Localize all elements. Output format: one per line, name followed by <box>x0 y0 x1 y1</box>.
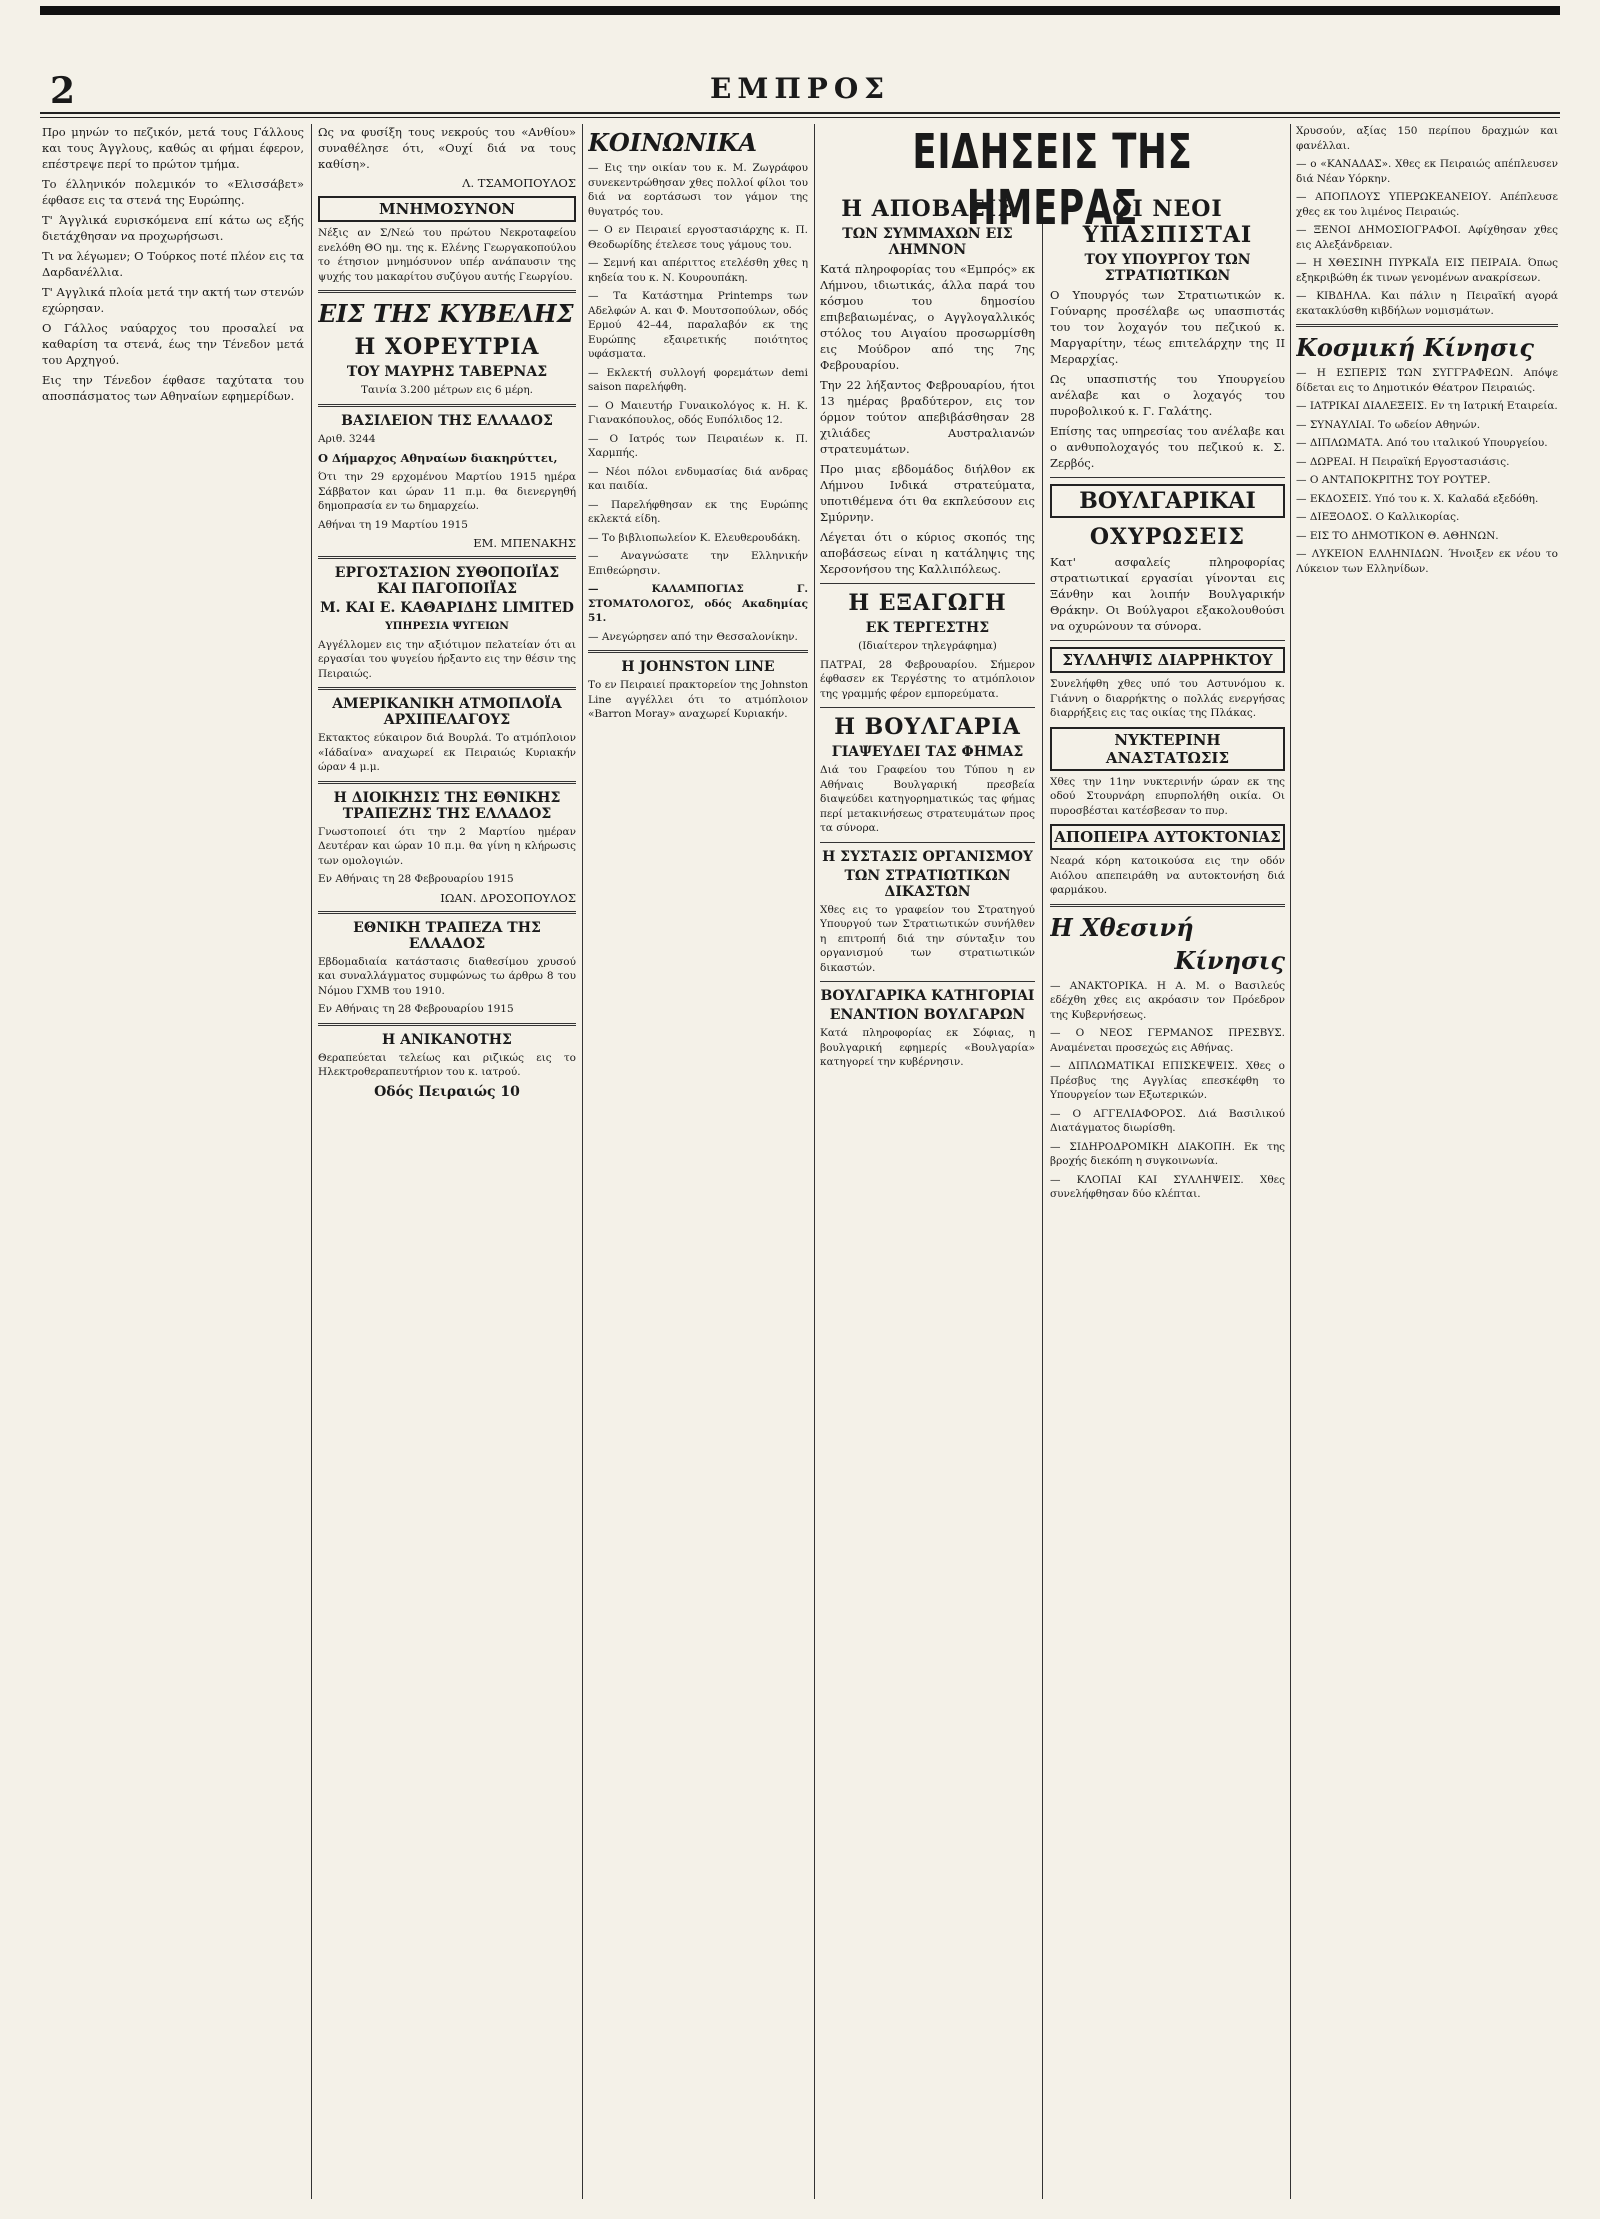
social-item: — ΚΑΛΑΜΠΟΓΙΑΣ Γ. ΣΤΟΜΑΤΟΛΟΓΟΣ, οδός Ακαδημίας 51. <box>588 583 808 624</box>
social-item: — Τα Κατάστημα Printemps των Αδελφών Α. και Φ. Μουτσοπούλων, οδός Ερμού 42–44, παραλαβόν εκ της Ευρώπης εξαιρετικής ποιότητος υφάσματα. <box>588 290 808 360</box>
ad-date: Εν Αθήναις τη 28 Φεβρουαρίου 1915 <box>318 1003 514 1015</box>
article-paragraph: Κατ' ασφαλείς πληροφορίας στρατιωτικαί εργασίαι γίνονται εις Ξάνθην και λοιπήν Βουλγαρικήν Θράκην. Οι Βούλγαροι εξακολουθούσι να οχυρώνουν τα σύνορα. <box>1050 555 1285 633</box>
column-rule <box>1042 190 1043 2199</box>
news-item: — ΑΠΟΠΛΟΥΣ ΥΠΕΡΩΚΕΑΝΕΙΟΥ. Απέπλευσε χθες εκ του λιμένος Πειραιώς. <box>1296 191 1558 218</box>
news-item: — ΕΙΣ ΤΟ ΔΗΜΟΤΙΚΟΝ Θ. ΑΘΗΝΩΝ. <box>1296 529 1499 542</box>
divider <box>820 707 1035 708</box>
notice-heading: ΒΑΣΙΛΕΙΟΝ ΤΗΣ ΕΛΛΑΔΟΣ <box>341 412 553 429</box>
social-item: — Το βιβλιοπωλείον Κ. Ελευθερουδάκη. <box>588 531 801 544</box>
article-paragraph: Κατά πληροφορίας του «Εμπρός» εκ Λήμνου, ιδιωτικάς, άλλα παρά του κόσμου του δημοσίου επιβεβαιωμένας, ο Αγγλογαλλικός στόλος του Αιγαίου προσωρμίσθη εις Μούδρον από της 7ης Φεβρουαρίου. <box>820 262 1035 372</box>
article-signature: Λ. ΤΣΑΜΟΠΟΥΛΟΣ <box>462 176 576 190</box>
article-paragraph: Προ μηνών το πεζικόν, μετά τους Γάλλους και τους Άγγλους, καθώς αι φήμαι έφερον, επέστρεψε περί το πρώτον τμήμα. <box>42 125 304 171</box>
ad-text: Εκτακτος εύκαιρον διά Βουρλά. Το ατμόπλοιον «Ιάδαίνα» αναχωρεί εκ Πειραιώς Κυριακήν ώραν 4 μ.μ. <box>318 732 576 773</box>
article-paragraph: Τι να λέγωμεν; Ο Τούρκος ποτέ πλέον εις τα Δαρδανέλλια. <box>42 249 304 279</box>
article-paragraph: Τ' Αγγλικά πλοία μετά την ακτή των στενών εχώρησαν. <box>42 285 304 315</box>
ad-text: Γνωστοποιεί ότι την 2 Μαρτίου ημέραν Δευτέραν και ώραν 10 π.μ. θα γίνη η κλήρωσις των ομολογιών. <box>318 825 576 867</box>
ad-text: Εβδομαδιαία κατάστασις διαθεσίμου χρυσού και συναλλάγματος συμφώνως τω άρθρω 8 του Νόμου ΓΧΜΒ του 1910. <box>318 955 576 997</box>
article-headline: ΝΥΚΤΕΡΙΝΗ ΑΝΑΣΤΑΤΩΣΙΣ <box>1050 727 1285 771</box>
news-item: — Ο ΑΝΤΑΠΟΚΡΙΤΗΣ ΤΟΥ ΡΟΥΤΕΡ. <box>1296 474 1491 486</box>
article-headline: ΒΟΥΛΓΑΡΙΚΑΙ <box>1050 484 1285 518</box>
article-paragraph: Επίσης τας υπηρεσίας του ανέλαβε και ο ανθυπολοχαγός του πεζικού κ. Σ. Ζερβός. <box>1050 424 1285 470</box>
column-5 <box>1050 190 1285 2199</box>
social-item: — Ο Μαιευτήρ Γυναικολόγος κ. Η. Κ. Γιανακόπουλος, οδός Ευπόλιδος 12. <box>588 399 808 426</box>
article-paragraph: Την 22 λήξαντος Φεβρουαρίου, ήτοι 13 ημέρας βραδύτερον, εις τον όρμον τούτον απεβιβάσθησαν 28 χιλιάδες Αυστραλιανών στρατευμάτων. <box>820 378 1035 456</box>
column-4 <box>820 190 1035 2199</box>
social-item: — Εκλεκτή συλλογή φορεμάτων demi saison παρελήφθη. <box>588 366 808 393</box>
news-item: — Η ΧΘΕΣΙΝΗ ΠΥΡΚΑΪΑ ΕΙΣ ΠΕΙΡΑΙΑ. Όπως εξηκριβώθη έκ τινων γενομένων ανακρίσεων. <box>1296 257 1558 284</box>
divider <box>820 583 1035 584</box>
article-paragraph: Εις την Τένεδον έφθασε ταχύτατα του αποσπάσματος των Αθηναίων εφημερίδων. <box>42 373 304 403</box>
article-paragraph: Χθες την 11ην νυκτερινήν ώραν εκ της οδού Στουρνάρη επυρπολήθη οικία. Οι πυροσβέσται κατέσβεσαν το πυρ. <box>1050 775 1285 817</box>
column-1 <box>42 124 304 2199</box>
article-paragraph: ΠΑΤΡΑΙ, 28 Φεβρουαρίου. Σήμερον έφθασεν εκ Τεργέστης το ατμόπλοιον της γραμμής φέρον εμπορεύματα. <box>820 658 1035 700</box>
top-border-bar <box>40 6 1560 15</box>
article-headline: ΒΟΥΛΓΑΡΙΚΑ ΚΑΤΗΓΟΡΙΑΙ <box>820 988 1035 1004</box>
shipping-heading: Η JOHNSTON LINE <box>621 659 775 675</box>
news-item: — ΑΝΑΚΤΟΡΙΚΑ. Η Α. Μ. ο Βασιλεύς εδέχθη χθες εις ακρόασιν τον Πρόεδρον της Κυβερνήσεως. <box>1050 979 1285 1021</box>
social-item: — Παρελήφθησαν εκ της Ευρώπης εκλεκτά είδη. <box>588 498 808 525</box>
ad-address: Οδός Πειραιώς 10 <box>374 1083 520 1100</box>
article-paragraph: Λέγεται ότι ο κύριος σκοπός της αποβάσεως είναι η κατάληψις της Χερσονήσου της Καλλιπόλεως. <box>820 530 1035 576</box>
article-subheadline: ΤΟΥ ΥΠΟΥΡΓΟΥ ΤΩΝ ΣΤΡΑΤΙΩΤΙΚΩΝ <box>1084 252 1251 284</box>
news-item: — ΙΑΤΡΙΚΑΙ ΔΙΑΛΕΞΕΙΣ. Εν τη Ιατρική Εταιρεία. <box>1296 400 1558 412</box>
article-paragraph: Ο Γάλλος ναύαρχος του προσαλεί να καθαρίση τα στενά, έως την Τένεδον μετά του Αρχηγού. <box>42 321 304 367</box>
shipping-text: Το εν Πειραιεί πρακτορείον της Johnston Line αγγέλλει ότι το ατμόπλοιον «Barron Moray» αναχωρεί Κυριακήν. <box>588 679 808 720</box>
divider <box>1296 324 1558 327</box>
masthead <box>40 70 1560 110</box>
article-headline: Η ΑΠΟΒΑΣΙΣ <box>841 196 1014 222</box>
article-note: (Ιδιαίτερον τηλεγράφημα) <box>858 640 997 652</box>
social-heading: ΚΟΙΝΩΝΙΚΑ <box>588 128 757 157</box>
notice-lead: Ο Δήμαρχος Αθηναίων διακηρύττει, <box>318 451 558 465</box>
news-item: — ΚΛΟΠΑΙ ΚΑΙ ΣΥΛΛΗΨΕΙΣ. Χθες συνελήφθησαν δύο κλέπται. <box>1050 1173 1285 1200</box>
divider <box>318 781 576 784</box>
divider <box>1050 477 1285 478</box>
article-subheadline: ΕΚ ΤΕΡΓΕΣΤΗΣ <box>865 620 990 636</box>
ad-heading: Η ΑΝΙΚΑΝΟΤΗΣ <box>382 1031 512 1048</box>
article-paragraph: Χθες εις το γραφείον του Στρατηγού Υπουργού των Στρατιωτικών συνήλθεν η επιτροπή διά την σύνταξιν του οργανισμού των στρατιωτικών δικαστών. <box>820 903 1035 974</box>
article-subheadline: ΕΝΑΝΤΙΟΝ ΒΟΥΛΓΑΡΩΝ <box>829 1007 1026 1023</box>
section-banner: ΕΙΔΗΣΕΙΣ ΤΗΣ ΗΜΕΡΑΣ <box>912 124 1193 236</box>
news-item: Χρυσούν, αξίας 150 περίπου δραχμών και φανέλλαι. <box>1296 125 1558 152</box>
article-paragraph: Ο Υπουργός των Στρατιωτικών κ. Γούναρης προσέλαβε ως υπασπιστάς του τον λοχαγόν του πεζικού κ. Μαργαρίτην, τέως επιτελάρχην της ΙΙ Μεραρχίας. <box>1050 288 1285 366</box>
article-paragraph: Ως υπασπιστής του Υπουργείου ανέλαβε και ο λοχαγός του πυροβολικού κ. Γ. Γαλάτης. <box>1050 372 1285 418</box>
article-headline: Η ΕΞΑΓΩΓΗ <box>848 590 1007 616</box>
article-paragraph: Κατά πληροφορίας εκ Σόφιας, η βουλγαρική εφημερίς «Βουλγαρία» κατηγορεί την κυβέρνησιν. <box>820 1027 1035 1068</box>
ad-heading: ΕΡΓΟΣΤΑΣΙΟΝ ΣΥΘΟΠΟΙΪΑΣ ΚΑΙ ΠΑΓΟΠΟΙΪΑΣ <box>334 565 560 597</box>
column-6 <box>1296 124 1558 2199</box>
social-item: — Σεμνή και απέριττος ετελέσθη χθες η κηδεία του κ. Ν. Κουρουπάκη. <box>588 257 808 284</box>
article-paragraph: Ως να φυσίξη τους νεκρούς του «Ανθίου» συναθέλησε ότι, «Ουχί διά να τους καθίση». <box>318 125 576 171</box>
article-paragraph: Τ' Άγγλικά ευρισκόμενα επί κάτω ως εξής διετάχθησαν να προχωρήσωσι. <box>42 213 304 243</box>
social-item: — Νέοι πόλοι ενδυμασίας διά ανδρας και παιδία. <box>588 465 808 492</box>
news-item: — ΔΙΠΛΩΜΑΤΑ. Από του ιταλικού Υπουργείου. <box>1296 437 1548 449</box>
article-paragraph: Προ μιας εβδομάδος διήλθον εκ Λήμνου Ινδικά στρατεύματα, υποτιθέμενα ότι θα εκπλεύσουν εις Σμύρνην. <box>820 462 1035 524</box>
notice-date: Αθήναι τη 19 Μαρτίου 1915 <box>318 518 468 531</box>
column-rule <box>1290 124 1291 2199</box>
news-item: — ΛΥΚΕΙΟΝ ΕΛΛΗΝΙΔΩΝ. Ήνοιξεν εκ νέου το Λύκειον των Ελληνίδων. <box>1296 548 1558 575</box>
column-rule <box>582 124 583 2199</box>
theatre-text: Ταινία 3.200 μέτρων εις 6 μέρη. <box>361 384 533 396</box>
header-rule-thin <box>40 117 1560 118</box>
news-item: — ΔΙΠΛΩΜΑΤΙΚΑΙ ΕΠΙΣΚΕΨΕΙΣ. Χθες ο Πρέσβυς της Αγγλίας επεσκέφθη το Υπουργείον των Εξωτερικών. <box>1050 1060 1285 1101</box>
divider <box>318 911 576 914</box>
article-subheadline: ΟΧΥΡΩΣΕΙΣ <box>1089 524 1246 550</box>
news-item: — Ο ΝΕΟΣ ΓΕΡΜΑΝΟΣ ΠΡΕΣΒΥΣ. Αναμένεται προσεχώς εις Αθήνας. <box>1050 1027 1285 1054</box>
article-subheadline: ΤΩΝ ΣΥΜΜΑΧΩΝ ΕΙΣ ΛΗΜΝΟΝ <box>842 226 1013 258</box>
divider <box>1050 640 1285 641</box>
divider <box>318 290 576 293</box>
article-headline: ΟΙ ΝΕΟΙ ΥΠΑΣΠΙΣΤΑΙ <box>1082 196 1253 248</box>
ad-text: Θεραπεύεται τελείως και ριζικώς εις το Ηλεκτροθεραπευτήριον του κ. ιατρού. <box>318 1051 576 1078</box>
memorial-text: Νέξις αν Σ/Νεώ του πρώτου Νεκροταφείου ενελόθη ΘΟ ημ. της κ. Ελένης Γεωργακοπούλου το έτησιον μνημόσυνον υπέρ ανάπαυσιν της ψυχής του μακαρίτου συζύγου αυτής Γεωργίου. <box>318 227 576 283</box>
divider <box>1050 904 1285 907</box>
column-rule <box>814 124 815 2199</box>
social-item: — Εις την οικίαν του κ. Μ. Ζωγράφου συνεκεντρώθησαν χθες πολλοί φίλοι του διά να εορτάσωσι τον γάμον της θυγατρός του. <box>588 162 808 218</box>
social-item: — Ο Ιατρός των Πειραιέων κ. Π. Χαρμπής. <box>588 432 808 459</box>
section-heading: Η Χθεσινή <box>1050 912 1194 942</box>
ad-subheading: ΥΠΗΡΕΣΙΑ ΨΥΓΕΙΩΝ <box>385 620 509 632</box>
news-item: — ο «ΚΑΝΑΔΑΣ». Χθες εκ Πειραιώς απέπλευσεν διά Νέαν Υόρκην. <box>1296 158 1558 185</box>
divider <box>588 650 808 653</box>
ad-subheading: Μ. ΚΑΙ Ε. ΚΑΘΑΡΙΔΗΣ LIMITED <box>320 600 574 616</box>
news-item: — ΣΥΝΑΥΛΙΑΙ. Το ωδείον Αθηνών. <box>1296 418 1481 431</box>
news-item: — ΔΙΕΞΟΔΟΣ. Ο Καλλικορίας. <box>1296 511 1460 523</box>
news-item: — ΔΩΡΕΑΙ. Η Πειραϊκή Εργοστασιάσις. <box>1296 455 1510 468</box>
notice-signer: ΕΜ. ΜΠΕΝΑΚΗΣ <box>473 536 576 550</box>
article-paragraph: Συνελήφθη χθες υπό του Αστυνόμου κ. Γιάννη ο διαρρήκτης ο πολλάς ενεργήσας διαρρήξεις εις τας οικίας της Πλάκας. <box>1050 678 1285 719</box>
divider <box>820 842 1035 843</box>
divider <box>318 1023 576 1026</box>
ad-heading: Η ΔΙΟΙΚΗΣΙΣ ΤΗΣ ΕΘΝΙΚΗΣ ΤΡΑΠΕΖΗΣ ΤΗΣ ΕΛΛΑΔΟΣ <box>333 789 561 822</box>
ad-heading: ΕΘΝΙΚΗ ΤΡΑΠΕΖΑ ΤΗΣ ΕΛΛΑΔΟΣ <box>353 919 541 952</box>
paper-name: ΕΜΠΡΟΣ <box>709 72 891 105</box>
news-item: — ΞΕΝΟΙ ΔΗΜΟΣΙΟΓΡΑΦΟΙ. Αφίχθησαν χθες εις Αλεξάνδρειαν. <box>1296 224 1558 251</box>
ad-text: Αγγέλλομεν εις την αξιότιμον πελατείαν ότι αι εργασίαι του ψυγείου ήρξαντο εις την θέσιν της Πειραιώς. <box>318 638 576 680</box>
column-rule <box>311 124 312 2199</box>
section-heading: Κίνησις <box>1174 945 1285 975</box>
theatre-film-subtitle: ΤΟΥ ΜΑΥΡΗΣ ΤΑΒΕΡΝΑΣ <box>346 364 548 380</box>
article-headline: Η ΒΟΥΛΓΑΡΙΑ <box>834 714 1021 740</box>
divider <box>318 687 576 690</box>
article-subheadline: ΤΩΝ ΣΤΡΑΤΙΩΤΙΚΩΝ ΔΙΚΑΣΤΩΝ <box>844 867 1011 900</box>
article-headline: ΣΥΛΛΗΨΙΣ ΔΙΑΡΡΗΚΤΟΥ <box>1050 647 1285 673</box>
article-subheadline: ΓΙΑΨΕΥΔΕΙ ΤΑΣ ΦΗΜΑΣ <box>831 744 1024 760</box>
section-heading: Κοσμική Κίνησις <box>1296 333 1535 362</box>
divider <box>318 556 576 559</box>
news-item: — Η ΕΣΠΕΡΙΣ ΤΩΝ ΣΥΓΓΡΑΦΕΩΝ. Απόψε δίδεται εις το Δημοτικόν Θέατρον Πειραιώς. <box>1296 367 1558 394</box>
news-item: — ΚΙΒΔΗΛΑ. Και πάλιν η Πειραϊκή αγορά εκατακλύσθη κιβδήλων νομισμάτων. <box>1296 290 1558 317</box>
article-paragraph: Νεαρά κόρη κατοικούσα εις την οδόν Αιόλου απεπειράθη να αυτοκτονήση διά φαρμάκου. <box>1050 855 1285 896</box>
news-item: — ΣΙΔΗΡΟΔΡΟΜΙΚΗ ΔΙΑΚΟΠΗ. Εκ της βροχής διεκόπη η συγκοινωνία. <box>1050 1140 1285 1167</box>
divider <box>318 404 576 407</box>
ad-signer: ΙΩΑΝ. ΔΡΟΣΟΠΟΥΛΟΣ <box>440 890 576 905</box>
ad-date: Εν Αθήναις τη 28 Φεβρουαρίου 1915 <box>318 873 514 885</box>
notice-number: Αριθ. 3244 <box>318 432 376 445</box>
social-item: — Ο εν Πειραιεί εργοστασιάρχης κ. Π. Θεοδωρίδης έτελεσε τους γάμους του. <box>588 224 808 251</box>
news-item: — Ο ΑΓΓΕΛΙΑΦΟΡΟΣ. Διά Βασιλικού Διατάγματος διωρίσθη. <box>1050 1107 1285 1134</box>
social-item: — Αναγνώσατε την Ελληνικήν Επιθεώρησιν. <box>588 550 808 577</box>
ad-heading: ΑΜΕΡΙΚΑΝΙΚΗ ΑΤΜΟΠΛΟΪΑ ΑΡΧΙΠΕΛΑΓΟΥΣ <box>332 696 562 728</box>
theatre-film-title: Η ΧΟΡΕΥΤΡΙΑ <box>354 334 540 360</box>
social-item: — Ανεγώρησεν από την Θεσσαλονίκην. <box>588 630 798 643</box>
article-paragraph: Διά του Γραφείου του Τύπου η εν Αθήναις Βουλγαρική πρεσβεία διαψεύδει κατηγορηματικώς τας φήμας περί μετακινήσεως στρατευμάτων προς τα σύνορα. <box>820 764 1035 834</box>
news-item: — ΕΚΔΟΣΕΙΣ. Υπό του κ. Χ. Καλαδά εξεδόθη. <box>1296 492 1539 505</box>
memorial-heading: ΜΝΗΜΟΣΥΝΟΝ <box>318 196 576 222</box>
article-headline: ΑΠΟΠΕΙΡΑ ΑΥΤΟΚΤΟΝΙΑΣ <box>1050 824 1285 850</box>
column-3 <box>588 124 808 2199</box>
article-headline: Η ΣΥΣΤΑΣΙΣ ΟΡΓΑΝΙΣΜΟΥ <box>822 848 1033 865</box>
column-2 <box>318 124 576 2199</box>
header-rule <box>40 112 1560 114</box>
article-paragraph: Το έλληνικόν πολεμικόν το «Ελισσάβετ» έφθασε εις τα στενά της Ευρώπης. <box>42 177 304 207</box>
divider <box>820 981 1035 982</box>
theatre-heading: ΕΙΣ ΤΗΣ ΚΥΒΕΛΗΣ <box>318 299 574 328</box>
notice-text: Ότι την 29 ερχομένου Μαρτίου 1915 ημέρα Σάββατον και ώραν 11 π.μ. θα διενεργηθή δημοπρασία εν τω δημαρχείω. <box>318 471 576 512</box>
page-number: 2 <box>50 70 76 112</box>
